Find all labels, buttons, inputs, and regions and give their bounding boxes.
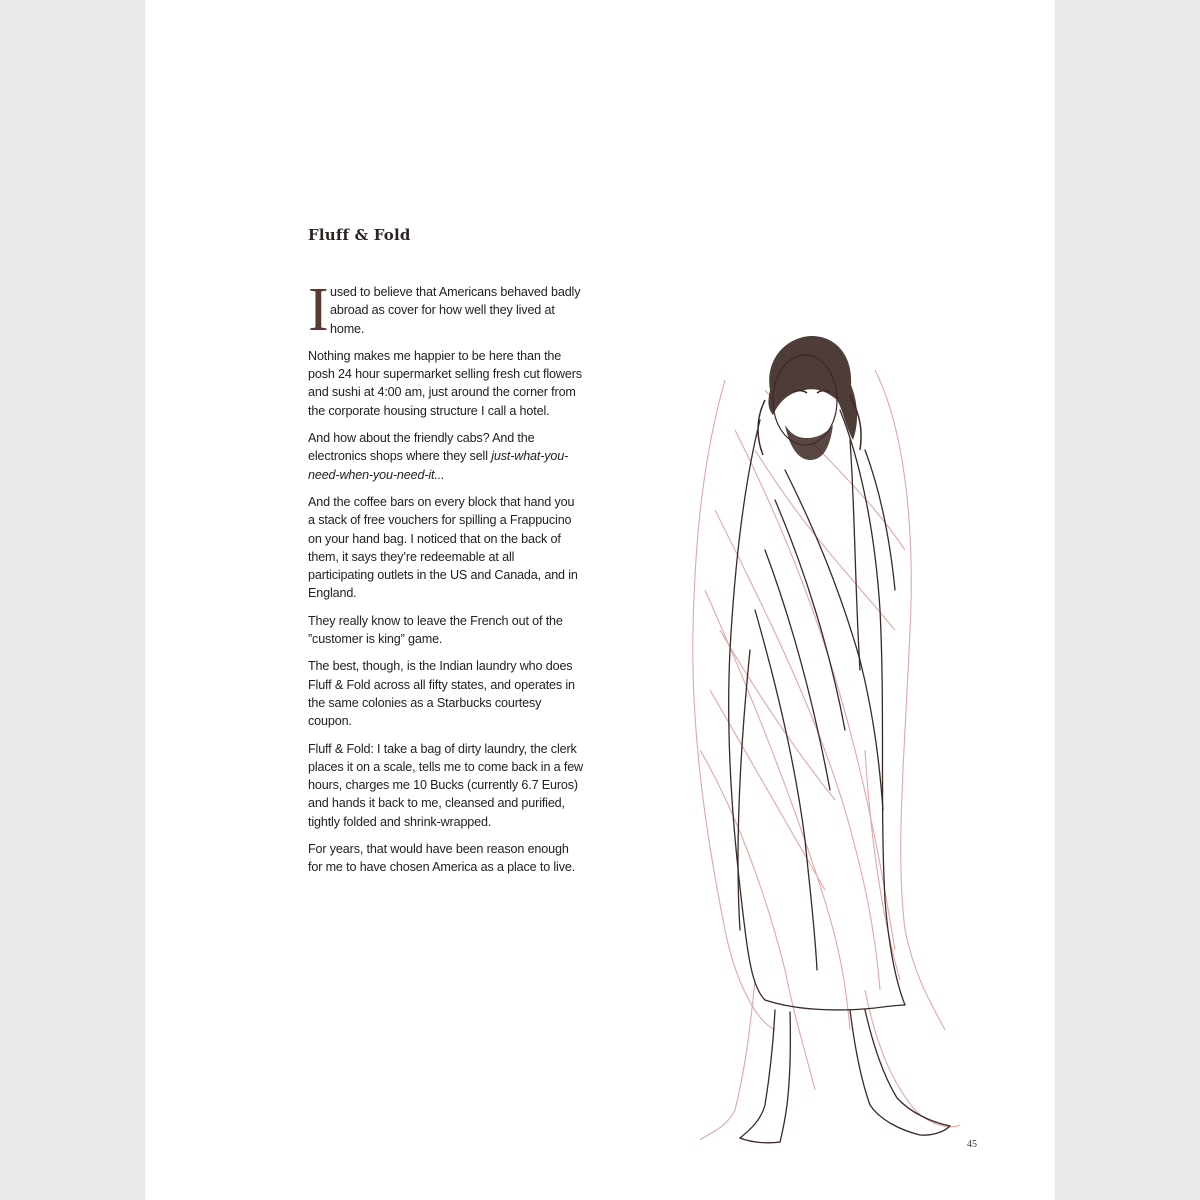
paragraph-1-text: used to believe that Americans behaved badly abroad as cover for how well they lived at home. bbox=[330, 285, 581, 336]
paragraph-6: The best, though, is the Indian laundry who does Fluff & Fold across all fifty states, and operates in the same colonies as a Starbucks courtesy coupon. bbox=[308, 659, 575, 729]
paragraph-7: Fluff & Fold: I take a bag of dirty laundry, the clerk places it on a scale, tells me to come back in a few hours, charges me 10 Bucks (currently 6.7 Euros) and hands it back to me, cleansed and purified, tightly folded and shrink-wrapped. bbox=[308, 741, 583, 829]
body-text bbox=[308, 276, 583, 886]
chapter-title: Fluff & Fold bbox=[308, 226, 411, 244]
sketch-red-strokes bbox=[693, 370, 960, 1140]
paragraph-3-text: And how about the friendly cabs? And the electronics shops where they sell bbox=[308, 431, 535, 464]
paragraph-3-italic: just-what-you-need-when-you-need-it... bbox=[308, 449, 569, 482]
sketch-ink-strokes bbox=[729, 410, 950, 1143]
paragraph-1 bbox=[308, 276, 583, 344]
paragraph-2: Nothing makes me happier to be here than the posh 24 hour supermarket selling fresh cut flowers and sushi at 4:00 am, just around the corner from the corporate housing structure I call a hotel. bbox=[308, 348, 582, 418]
page-number: 45 bbox=[967, 1139, 977, 1150]
paragraph-8: For years, that would have been reason enough for me to have chosen America as a place to live. bbox=[308, 842, 576, 875]
drop-cap: I bbox=[308, 276, 329, 344]
sketch-svg bbox=[665, 330, 965, 1150]
paragraph-5: They really know to leave the French out of the ”customer is king” game. bbox=[308, 613, 563, 647]
book-page bbox=[145, 0, 1055, 1200]
paragraph-3 bbox=[308, 429, 583, 484]
paragraph-4: And the coffee bars on every block that hand you a stack of free vouchers for spilling a Frappucino on your hand bag. I noticed that on the back of them, it says they’re redeemable at all participating outlets in the US and Canada, and in England. bbox=[308, 494, 578, 601]
robed-figure-sketch bbox=[665, 330, 965, 1150]
figure-head bbox=[758, 336, 861, 460]
